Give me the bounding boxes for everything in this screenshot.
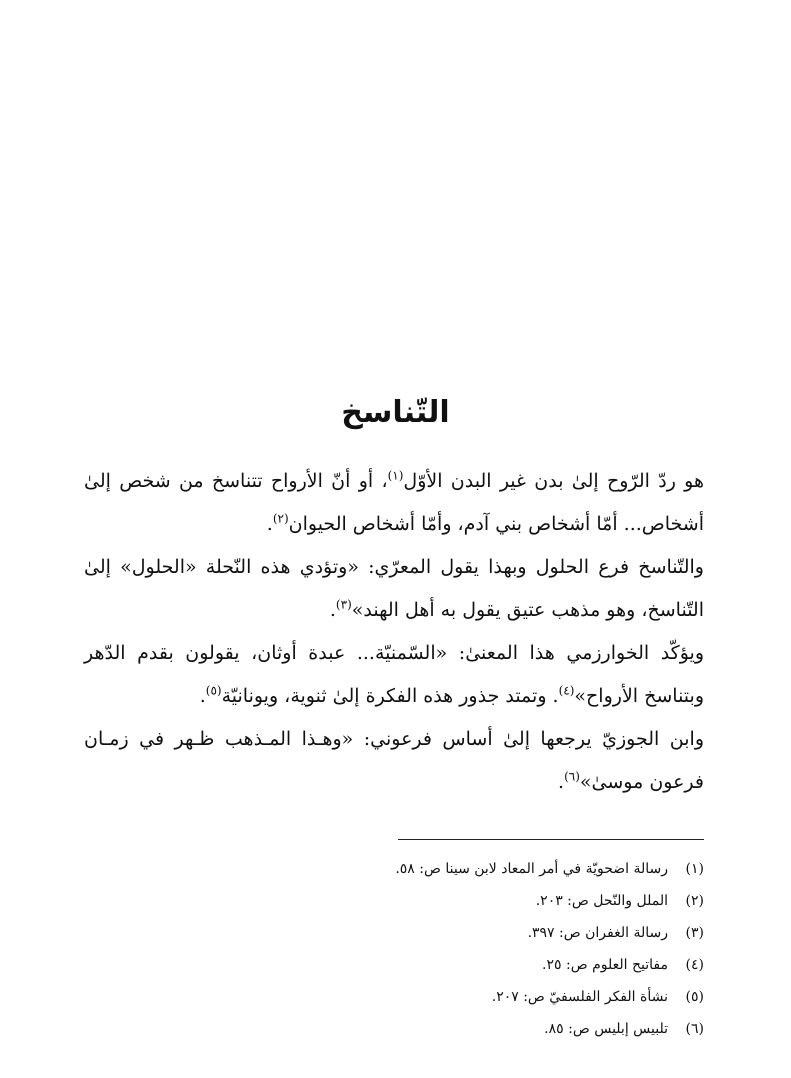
footnote-divider [398,839,704,840]
footnote-text: رسالة الغفران ص: ٣٩٧. [527,925,668,941]
footnote-number: (٤) [685,957,704,973]
footnote-number: (٦) [685,1021,704,1037]
footnote-number: (٣) [685,925,704,941]
paragraph-text: . [199,685,206,707]
footnote [200,917,704,949]
footnote-reference: (٣) [335,597,352,612]
body-text [84,460,704,804]
footnote-number: (٥) [685,989,704,1005]
paragraph-text: والتّناسخ فرع الحلول وبهذا يقول المعرّي: «وتؤدي هذه النّحلة «الحلول» إلىٰ التّناسخ، وهو مذهب عتيق يقول به أهل الهند» [84,556,704,621]
footnote [200,1013,704,1045]
paragraph [84,460,704,546]
paragraph-text: وابن الجوزيّ يرجعها إلىٰ أساس فرعوني: «وهـذا المـذهب ظـهر في زمـان فرعون موسىٰ» [84,728,704,793]
footnote-reference: (٢) [272,511,289,526]
footnote-text: نشأة الفكر الفلسفيّ ص: ٢٠٧. [491,989,668,1005]
footnote-text: رسالة اضحويّة في أمر المعاد لابن سينا ص: ٥٨. [395,861,668,877]
footnote [200,885,704,917]
footnote-reference: (٦) [564,769,580,784]
paragraph-text: . [329,599,336,621]
footnote [200,981,704,1013]
paragraph-text: ويؤكّد الخوارزمي هذا المعنىٰ: «السّمنيّة... عبدة أوثان، يقولون بقدم الدّهر وبتناسخ الأرواح» [84,642,704,707]
paragraph-text: هو ردّ الرّوح إلىٰ بدن غير البدن الأوّل [403,470,704,492]
footnote-text: مفاتيح العلوم ص: ٢٥. [542,957,668,973]
paragraph-text: . وتمتد جذور هذه الفكرة إلىٰ ثنوية، ويونانيّة [221,685,559,707]
footnote-number: (١) [685,861,704,877]
paragraph-text: ، أو أنّ الأرواح تتناسخ من شخص إلىٰ أشخاص... أمّا أشخاص بني آدم، وأمّا أشخاص الحيوان [84,470,704,535]
footnote [200,949,704,981]
footnote-text: تلبيس إبليس ص: ٨٥. [544,1021,668,1037]
footnote [200,853,704,885]
paragraph-text: . [558,771,565,793]
paragraph [84,632,704,718]
footnotes [200,853,704,1045]
footnote-reference: (١) [387,468,404,483]
paragraph [84,718,704,804]
footnote-number: (٢) [685,893,704,909]
footnote-text: الملل والنّحل ص: ٢٠٣. [535,893,668,909]
page-title: التّناسخ [341,395,450,430]
paragraph-text: . [266,513,273,535]
footnote-reference: (٤) [558,683,575,698]
paragraph [84,546,704,632]
footnote-reference: (٥) [205,683,222,698]
